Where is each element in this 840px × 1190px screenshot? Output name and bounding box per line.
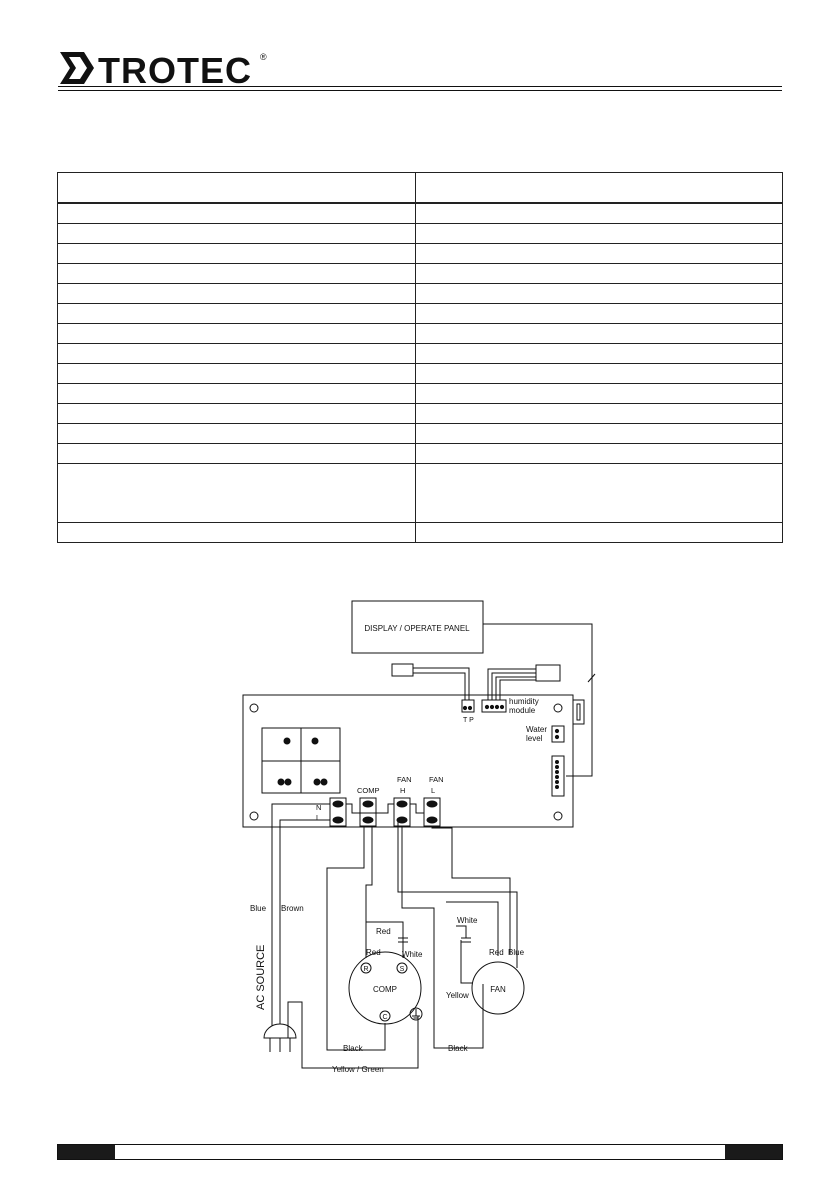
table-row <box>58 364 783 384</box>
ac-plug-icon <box>264 1024 296 1038</box>
comp-s-pin: S <box>399 966 405 973</box>
table-header-cell <box>416 173 783 204</box>
fan-l-label-1: FAN <box>429 775 444 784</box>
logo-registered-mark: ® <box>260 52 267 62</box>
humidity-module-label-2: module <box>509 706 536 715</box>
table-row <box>58 523 783 543</box>
blue-wire-label: Blue <box>250 904 267 913</box>
footer-block-right <box>725 1145 782 1159</box>
red-left-label: Red <box>366 948 381 957</box>
brown-wire-label: Brown <box>281 904 304 913</box>
yellow-fan-label: Yellow <box>446 991 469 1000</box>
table-row <box>58 384 783 404</box>
board-mount-hole <box>250 812 258 820</box>
tp-label: T P <box>463 717 474 724</box>
display-panel-label: DISPLAY / OPERATE PANEL <box>364 624 470 633</box>
table-row <box>58 264 783 284</box>
board-mount-hole <box>250 704 258 712</box>
red-fan-label: Red <box>489 948 504 957</box>
table-row <box>58 304 783 324</box>
black-comp-label: Black <box>343 1044 363 1053</box>
spec-table <box>57 172 783 543</box>
l-terminal-label: L <box>316 813 321 822</box>
n-terminal-label: N <box>316 803 322 812</box>
white-comp-label: White <box>402 950 423 959</box>
footer-block-left <box>58 1145 115 1159</box>
black-fan-label: Black <box>448 1044 468 1053</box>
table-row <box>58 324 783 344</box>
header-rule-top <box>58 86 782 87</box>
table-header-cell <box>58 173 416 204</box>
red-top-label: Red <box>376 927 391 936</box>
table-row <box>58 244 783 264</box>
water-level-label-1: Water <box>526 725 548 734</box>
footer-bar <box>57 1144 783 1160</box>
comp-c-pin: C <box>382 1014 388 1021</box>
comp-label: COMP <box>373 985 397 994</box>
table-row <box>58 203 783 224</box>
temperature-sensor-box <box>392 664 413 676</box>
blue-fan-label: Blue <box>508 948 525 957</box>
table-row <box>58 464 783 523</box>
water-level-connector <box>552 726 564 742</box>
fan-h-label-2: H <box>400 786 406 795</box>
table-row <box>58 424 783 444</box>
white-fan-label: White <box>457 916 478 925</box>
water-level-label-2: level <box>526 734 543 743</box>
table-row <box>58 404 783 424</box>
table-header-row <box>58 173 783 204</box>
fan-label: FAN <box>490 985 506 994</box>
fan-h-label-1: FAN <box>397 775 412 784</box>
table-row <box>58 224 783 244</box>
fan-l-label-2: L <box>431 786 436 795</box>
board-mount-hole <box>554 704 562 712</box>
humidity-module-label-1: humidity <box>509 697 539 706</box>
humidity-sensor-box <box>536 665 560 681</box>
header-rule-bottom <box>58 90 782 91</box>
wiring-diagram <box>240 598 620 1078</box>
tp-connector <box>462 700 474 712</box>
table-row <box>58 344 783 364</box>
table-row <box>58 284 783 304</box>
comp-r-pin: R <box>363 966 369 973</box>
logo-wordmark: TROTEC <box>98 50 252 88</box>
comp-terminal-label: COMP <box>357 786 380 795</box>
ac-source-label: AC SOURCE <box>255 944 267 1010</box>
table-row <box>58 444 783 464</box>
board-mount-hole <box>554 812 562 820</box>
trotec-logo <box>58 48 278 88</box>
yellow-green-label: Yellow / Green <box>332 1065 384 1074</box>
trotec-logo-graphic <box>58 48 278 88</box>
